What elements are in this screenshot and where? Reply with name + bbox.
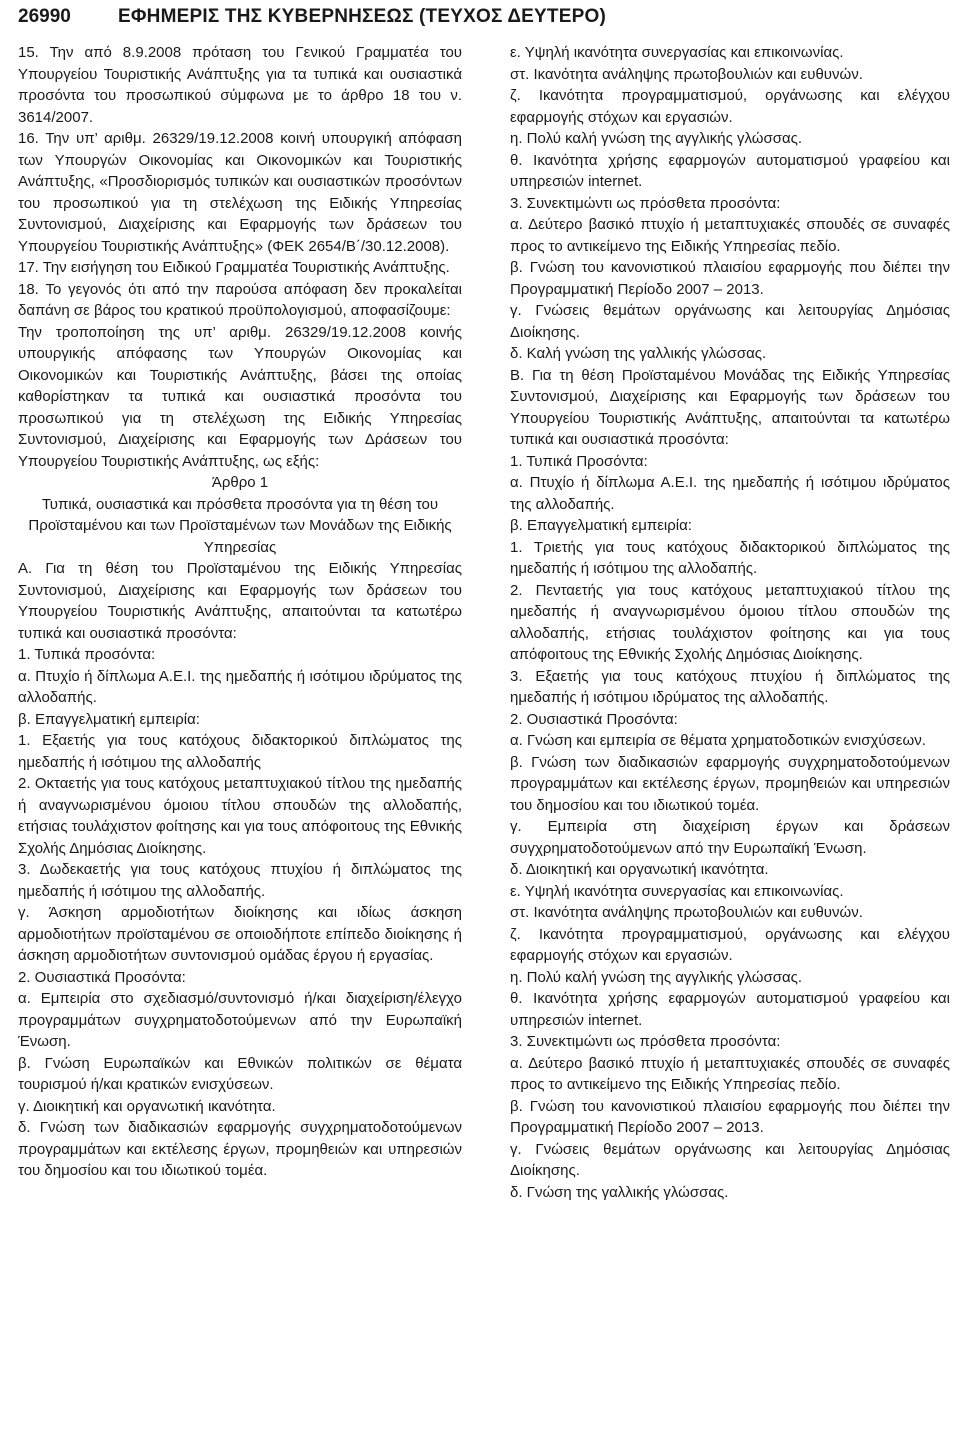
paragraph: Α. Για τη θέση του Προϊσταμένου της Ειδικής Υπηρεσίας Συντονισμού, Διαχείρισης και Εφαρμογής των δράσεων του Υπουργείου Τουριστικής Ανάπτυξης, απαιτούνται τα κατωτέρω τυπικά και ουσιαστικά προσόντα: bbox=[18, 560, 462, 642]
paragraph: γ. Γνώσεις θεμάτων οργάνωσης και λειτουργίας Δημόσιας Διοίκησης. bbox=[510, 1140, 950, 1179]
paragraph: α. Πτυχίο ή δίπλωμα Α.Ε.Ι. της ημεδαπής ή ισότιμου ιδρύματος της αλλοδαπής. bbox=[510, 474, 950, 513]
paragraph: α. Εμπειρία στο σχεδιασμό/συντονισμό ή/και διαχείριση/έλεγχο προγραμμάτων συγχρηματοδοτούμενων από την Ευρωπαϊκή Ένωση. bbox=[18, 990, 462, 1050]
paragraph: 3. Συνεκτιμώντι ως πρόσθετα προσόντα: bbox=[510, 1033, 781, 1050]
paragraph: θ. Ικανότητα χρήσης εφαρμογών αυτοματισμού γραφείου και υπηρεσιών internet. bbox=[510, 990, 950, 1029]
paragraph: β. Γνώση του κανονιστικού πλαισίου εφαρμογής που διέπει την Προγραμματική Περίοδο 2007 – 2013. bbox=[510, 259, 950, 298]
paragraph: 2. Οκταετής για τους κατόχους μεταπτυχιακού τίτλου της ημεδαπής ή αναγνωρισμένου όμοιου τίτλου σπουδών της αλλοδαπής, ετήσιας τουλάχιστον φοίτησης και για τους απόφοιτους της Εθνικής Σχολής Δημόσιας Διοίκησης. bbox=[18, 775, 462, 857]
paragraph: δ. Γνώση της γαλλικής γλώσσας. bbox=[510, 1183, 729, 1201]
paragraph: δ. Καλή γνώση της γαλλικής γλώσσας. bbox=[510, 345, 767, 362]
paragraph: στ. Ικανότητα ανάληψης πρωτοβουλιών και ευθυνών. bbox=[510, 904, 863, 921]
paragraph: στ. Ικανότητα ανάληψης πρωτοβουλιών και ευθυνών. bbox=[510, 65, 863, 83]
paragraph: δ. Διοικητική και οργανωτική ικανότητα. bbox=[510, 861, 769, 878]
paragraph: 17. Την εισήγηση του Ειδικού Γραμματέα Τουριστικής Ανάπτυξης. bbox=[18, 259, 450, 276]
paragraph: η. Πολύ καλή γνώση της αγγλικής γλώσσας. bbox=[510, 968, 803, 986]
paragraph: 18. Το γεγονός ότι από την παρούσα απόφαση δεν προκαλείται δαπάνη σε βάρος του κρατικού προϋπολογισμού, αποφασίζουμε: bbox=[18, 280, 462, 319]
paragraph: θ. Ικανότητα χρήσης εφαρμογών αυτοματισμού γραφείου και υπηρεσιών internet. bbox=[510, 151, 950, 190]
paragraph: β. Γνώση Ευρωπαϊκών και Εθνικών πολιτικών σε θέματα τουρισμού ή/και κρατικών ενισχύσεων. bbox=[18, 1054, 462, 1093]
paragraph: γ. Γνώσεις θεμάτων οργάνωσης και λειτουργίας Δημόσιας Διοίκησης. bbox=[510, 302, 950, 341]
paragraph: η. Πολύ καλή γνώση της αγγλικής γλώσσας. bbox=[510, 130, 803, 147]
paragraph: γ. Διοικητική και οργανωτική ικανότητα. bbox=[18, 1097, 276, 1115]
paragraph: 1. Τριετής για τους κατόχους διδακτορικού διπλώματος της ημεδαπής ή ισότιμου της αλλοδαπής. bbox=[510, 538, 950, 577]
paragraph: α. Δεύτερο βασικό πτυχίο ή μεταπτυχιακές σπουδές σε συναφές προς το αντικείμενο της Ειδικής Υπηρεσίας πεδίο. bbox=[510, 1054, 950, 1093]
paragraph: Την τροποποίηση της υπ’ αριθμ. 26329/19.12.2008 κοινής υπουργικής απόφασης των Υπουργών Οικονομίας και Οικονομικών και Τουριστικής Ανάπτυξης, βάσει της οποίας καθορίστηκαν τα τυπικά και ουσιαστικά προσόντα του προσωπικού για τη στελέχωση της Ειδικής Υπηρεσίας Συντονισμού, Διαχείρισης και Εφαρμογής των Δράσεων του Υπουργείου Τουριστικής Ανάπτυξης, ως εξής: bbox=[18, 323, 462, 470]
page-number: 26990 bbox=[18, 6, 71, 27]
left-column bbox=[18, 42, 462, 1182]
paragraph: 2. Ουσιαστικά Προσόντα: bbox=[510, 710, 678, 728]
paragraph: 2. Ουσιαστικά Προσόντα: bbox=[18, 968, 186, 986]
article-heading: Άρθρο 1 bbox=[211, 474, 269, 491]
paragraph: 3. Εξαετής για τους κατόχους πτυχίου ή διπλώματος της ημεδαπής ή ισότιμου ιδρύματος της αλλοδαπής. bbox=[510, 667, 950, 706]
right-column bbox=[510, 42, 950, 1203]
paragraph: α. Πτυχίο ή δίπλωμα Α.Ε.Ι. της ημεδαπής ή ισότιμου ιδρύματος της αλλοδαπής. bbox=[18, 667, 462, 706]
paragraph: γ. Εμπειρία στη διαχείριση έργων και δράσεων συγχρηματοδοτούμενων από την Ευρωπαϊκή Ένωση. bbox=[510, 818, 950, 857]
paragraph: β. Επαγγελματική εμπειρία: bbox=[510, 517, 692, 534]
article-heading: Τυπικά, ουσιαστικά και πρόσθετα προσόντα για τη θέση του Προϊσταμένου και των Προϊσταμένων των Μονάδων της Ειδικής Υπηρεσίας bbox=[28, 495, 452, 556]
paragraph: 1. Τυπικά προσόντα: bbox=[18, 646, 156, 663]
paragraph: ζ. Ικανότητα προγραμματισμού, οργάνωσης και ελέγχου εφαρμογής στόχων και εργασιών. bbox=[510, 925, 950, 964]
paragraph: 1. Τυπικά Προσόντα: bbox=[510, 452, 648, 470]
paragraph: 16. Την υπ’ αριθμ. 26329/19.12.2008 κοινή υπουργική απόφαση των Υπουργών Οικονομίας και Οικονομικών και Τουριστικής Ανάπτυξης, «Προσδιορισμός τυπικών και ουσιαστικών προσόντων του προσωπικού για τη στελέχωση της Ειδικής Υπηρεσίας Συντονισμού, Διαχείρισης και Εφαρμογής των δράσεων του Υπουργείου Τουριστικής Ανάπτυξης» (ΦΕΚ 2654/Β΄/30.12.2008). bbox=[18, 130, 462, 255]
paragraph: γ. Άσκηση αρμοδιοτήτων διοίκησης και ιδίως άσκηση αρμοδιοτήτων προϊσταμένου σε οποιοδήποτε επίπεδο διοίκησης ή άσκηση αρμοδιοτήτων συντονισμού ομάδας έργου ή εργασίας. bbox=[18, 904, 462, 964]
paragraph: ε. Υψηλή ικανότητα συνεργασίας και επικοινωνίας. bbox=[510, 882, 844, 900]
paragraph: 1. Εξαετής για τους κατόχους διδακτορικού διπλώματος της ημεδαπής ή ισότιμου της αλλοδαπής bbox=[18, 732, 462, 771]
page-header bbox=[18, 2, 948, 38]
paragraph: β. Γνώση των διαδικασιών εφαρμογής συγχρηματοδοτούμενων προγραμμάτων και εκτέλεσης έργων, προμηθειών και υπηρεσιών του δημοσίου και του ιδιωτικού τομέα. bbox=[510, 753, 950, 814]
paragraph: 3. Δωδεκαετής για τους κατόχους πτυχίου ή διπλώματος της ημεδαπής ή ισότιμου της αλλοδαπής. bbox=[18, 861, 462, 900]
paragraph: Β. Για τη θέση Προϊσταμένου Μονάδας της Ειδικής Υπηρεσίας Συντονισμού, Διαχείρισης και Εφαρμογής των δράσεων του Υπουργείου Τουριστικής Ανάπτυξης, απαιτούνται τα κατωτέρω τυπικά και ουσιαστικά προσόντα: bbox=[510, 366, 950, 448]
paragraph: δ. Γνώση των διαδικασιών εφαρμογής συγχρηματοδοτούμενων προγραμμάτων και εκτέλεσης έργων, προμηθειών και υπηρεσιών του δημοσίου και του ιδιωτικού τομέα. bbox=[18, 1119, 462, 1179]
paragraph: ε. Υψηλή ικανότητα συνεργασίας και επικοινωνίας. bbox=[510, 44, 844, 61]
paragraph: β. Γνώση του κανονιστικού πλαισίου εφαρμογής που διέπει την Προγραμματική Περίοδο 2007 – 2013. bbox=[510, 1097, 950, 1136]
gazette-title: ΕΦΗΜΕΡΙΣ ΤΗΣ ΚΥΒΕΡΝΗΣΕΩΣ (ΤΕΥΧΟΣ ΔΕΥΤΕΡΟ) bbox=[118, 6, 606, 27]
paragraph: 15. Την από 8.9.2008 πρόταση του Γενικού Γραμματέα του Υπουργείου Τουριστικής Ανάπτυξης για τα τυπικά και ουσιαστικά προσόντα του προσωπικού σύμφωνα με το άρθρο 18 του ν. 3614/2007. bbox=[18, 44, 462, 126]
paragraph: α. Δεύτερο βασικό πτυχίο ή μεταπτυχιακές σπουδές σε συναφές προς το αντικείμενο της Ειδικής Υπηρεσίας πεδίο. bbox=[510, 216, 950, 255]
paragraph: β. Επαγγελματική εμπειρία: bbox=[18, 710, 200, 728]
paragraph: α. Γνώση και εμπειρία σε θέματα χρηματοδοτικών ενισχύσεων. bbox=[510, 732, 926, 749]
paragraph: 2. Πενταετής για τους κατόχους μεταπτυχιακού τίτλου της ημεδαπής ή αναγνωρισμένου όμοιου τίτλου σπουδών της αλλοδαπής, ετήσιας τουλάχιστον φοίτησης και για τους απόφοιτους της Εθνικής Σχολής Δημόσιας Διοίκησης. bbox=[510, 581, 950, 663]
paragraph: 3. Συνεκτιμώντι ως πρόσθετα προσόντα: bbox=[510, 194, 781, 212]
paragraph: ζ. Ικανότητα προγραμματισμού, οργάνωσης και ελέγχου εφαρμογής στόχων και εργασιών. bbox=[510, 87, 950, 126]
